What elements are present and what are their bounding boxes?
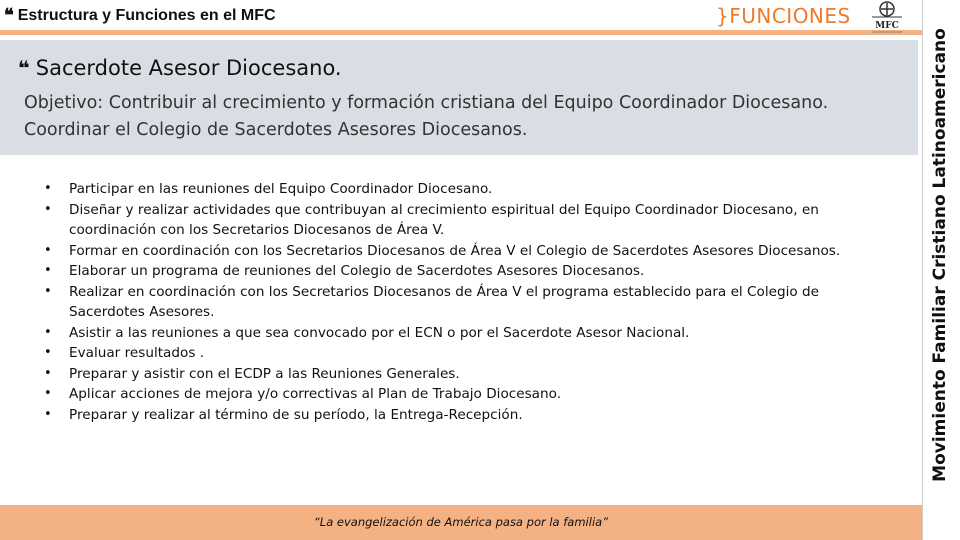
- objective-text: Objetivo: Contribuir al crecimiento y formación cristiana del Equipo Coordinador Diocesano. Coordinar el Colegio de Sacerdotes Asesores Diocesanos.: [24, 93, 829, 140]
- task-item: • Participar en las reuniones del Equipo Coordinador Diocesano.: [44, 179, 884, 200]
- task-item: • Formar en coordinación con los Secretarios Diocesanos de Área V el Colegio de Sacerdotes Asesores Diocesanos.: [44, 241, 884, 262]
- task-item: • Realizar en coordinación con los Secretarios Diocesanos de Área V el programa establecido para el Colegio de Sacerdotes Asesores.: [44, 282, 884, 323]
- task-item: • Aplicar acciones de mejora y/o correctivas al Plan de Trabajo Diocesano.: [44, 384, 884, 405]
- quote-icon: ❝: [18, 56, 30, 80]
- objective-heading-text: Sacerdote Asesor Diocesano.: [35, 56, 342, 80]
- task-item: • Asistir a las reuniones a que sea convocado por el ECN o por el Sacerdote Asesor Nacional.: [44, 323, 884, 344]
- header-title-text: Estructura y Funciones en el MFC: [17, 6, 276, 24]
- task-item: • Preparar y realizar al término de su período, la Entrega-Recepción.: [44, 405, 884, 426]
- mfc-logo: [866, 0, 908, 38]
- objective-heading: [18, 56, 342, 80]
- side-banner-text: Movimiento Familiar Cristiano Latinoamericano: [930, 28, 950, 482]
- task-list: [44, 179, 884, 425]
- header-divider: [0, 30, 922, 35]
- section-tag: }FUNCIONES: [716, 4, 851, 28]
- footer-text: “La evangelización de América pasa por la familia”: [313, 515, 609, 529]
- task-item: • Elaborar un programa de reuniones del Colegio de Sacerdotes Asesores Diocesanos.: [44, 261, 884, 282]
- task-item: • Diseñar y realizar actividades que contribuyan al crecimiento espiritual del Equipo Coordinador Diocesano, en coordinación con los Secretarios Diocesanos de Área V.: [44, 200, 884, 241]
- header-title: [4, 5, 276, 26]
- logo-text: MFC: [875, 21, 899, 31]
- task-item: • Evaluar resultados .: [44, 343, 884, 364]
- task-item: • Preparar y asistir con el ECDP a las Reuniones Generales.: [44, 364, 884, 385]
- quote-icon: ❝: [4, 5, 14, 25]
